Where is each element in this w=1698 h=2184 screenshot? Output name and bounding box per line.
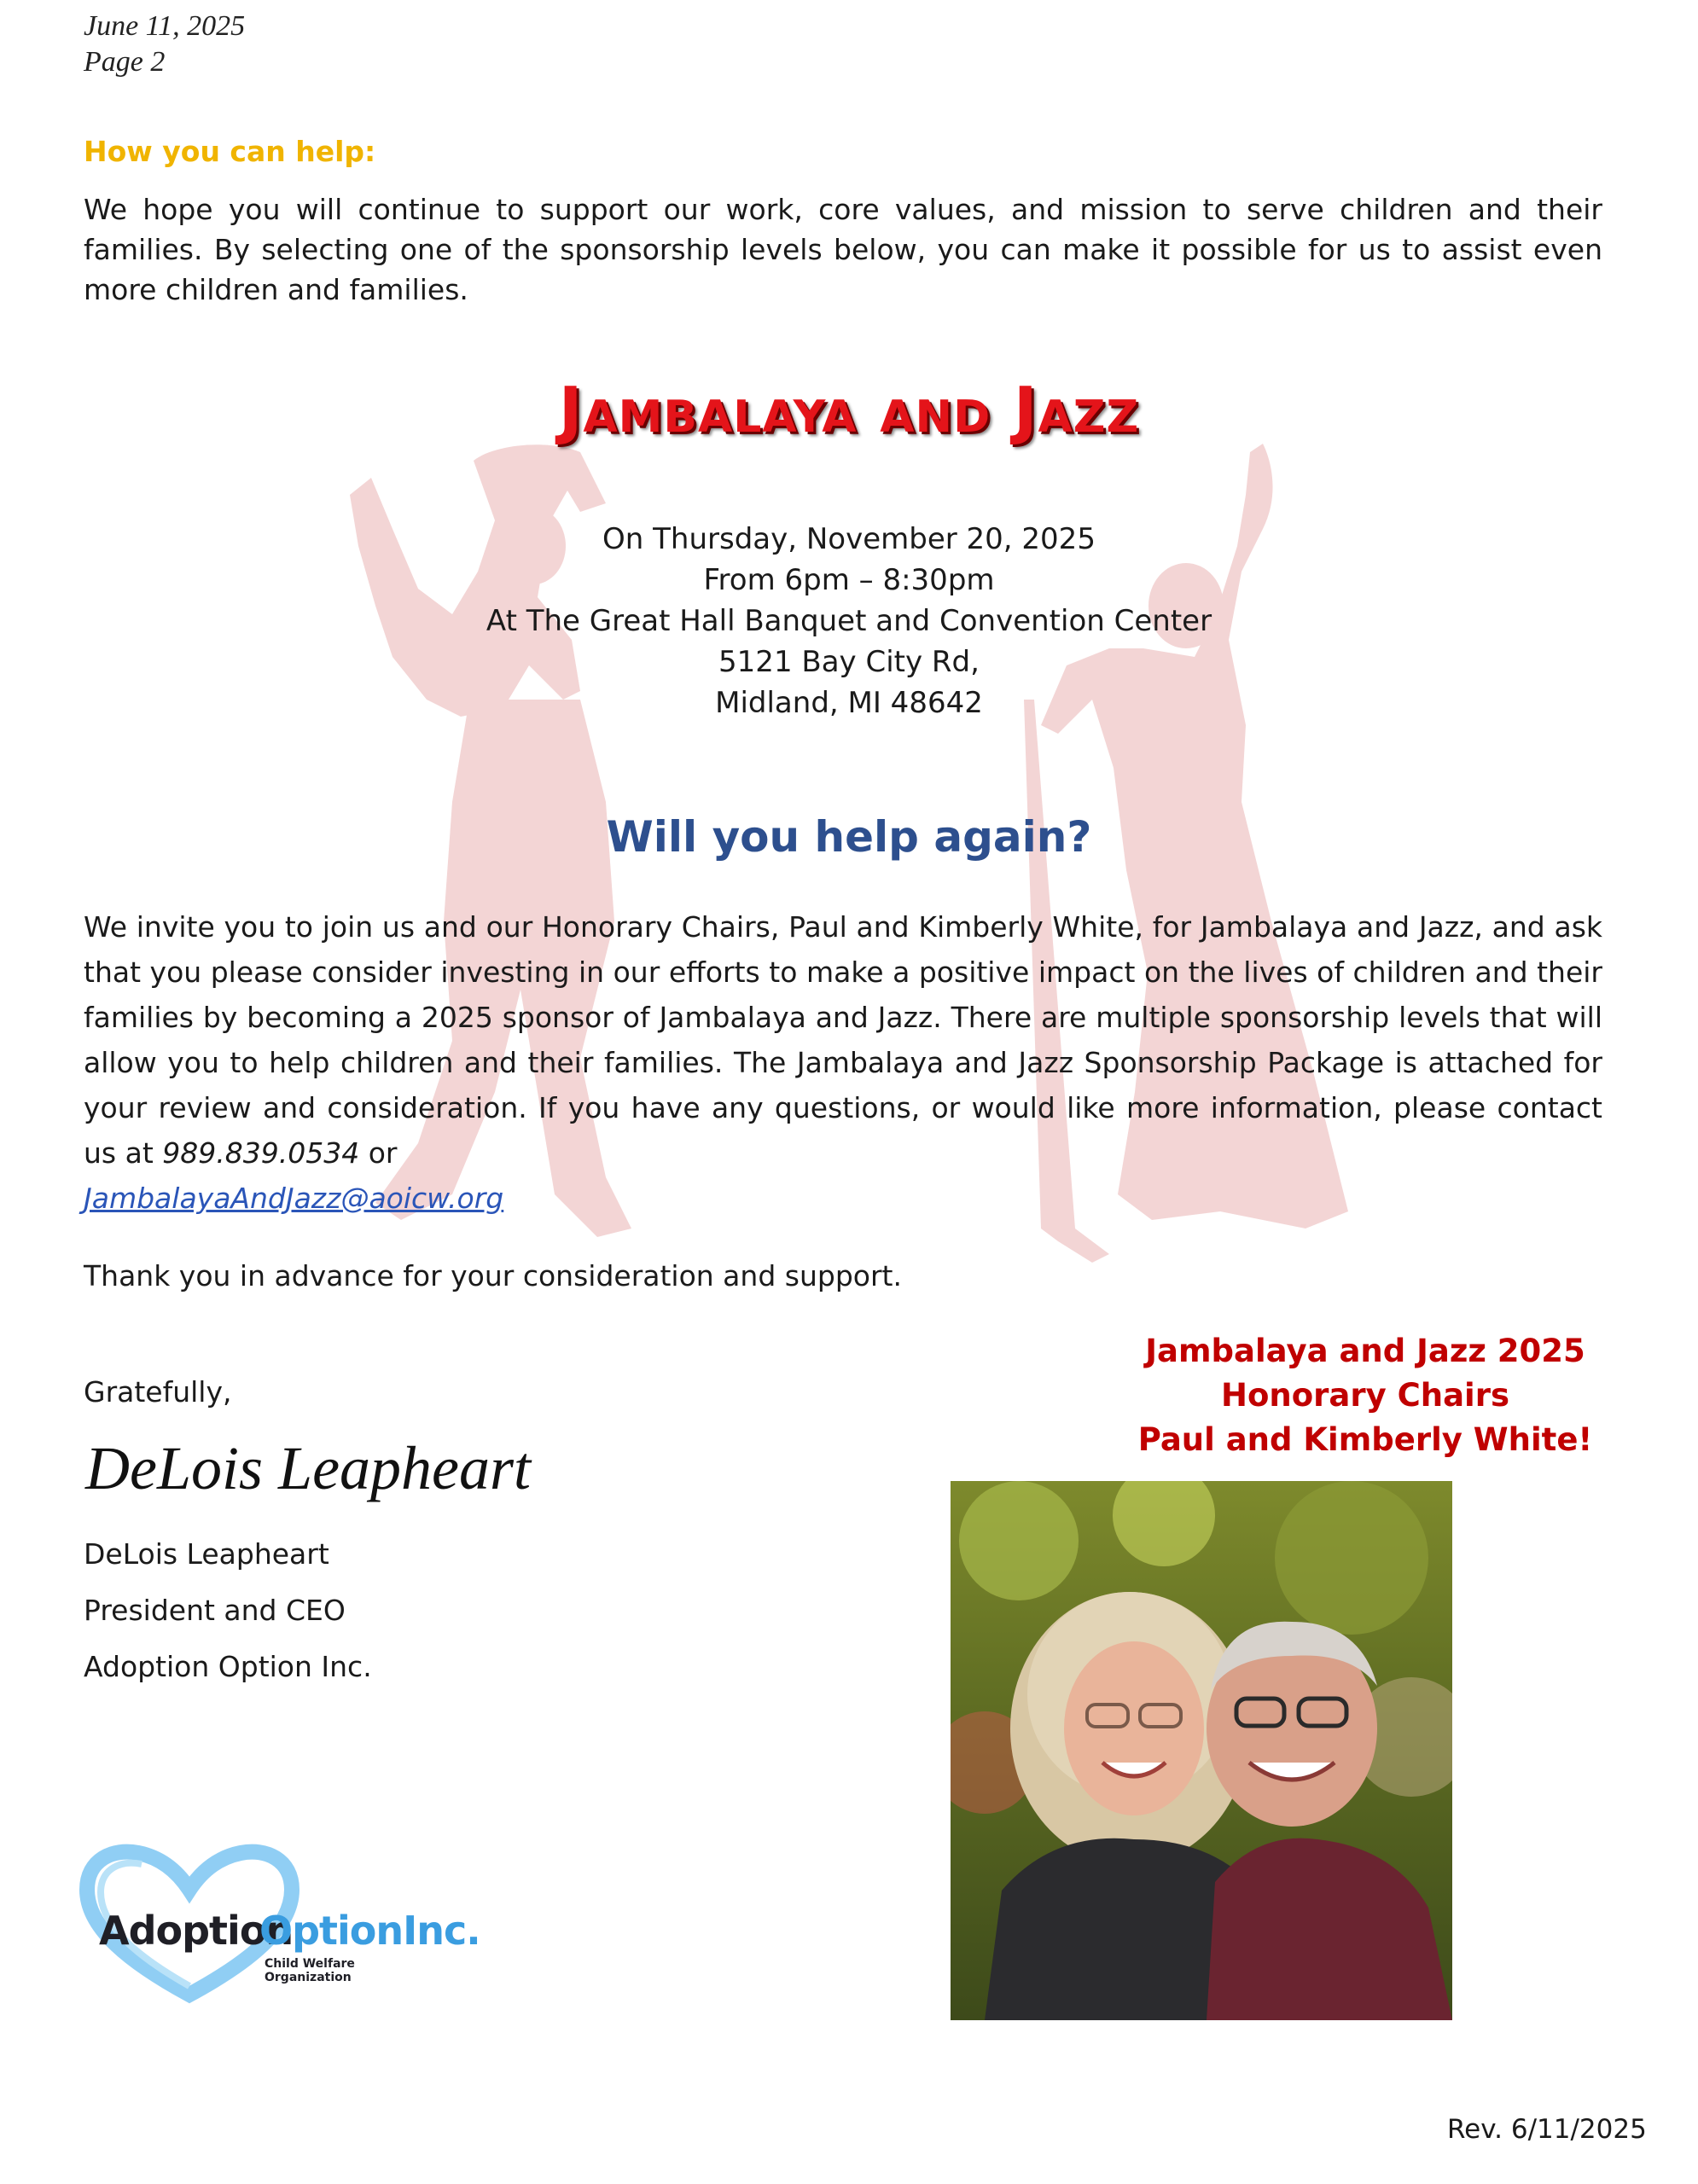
logo-tagline: Child Welfare Organization [265, 1957, 355, 1984]
adoption-option-logo [79, 1843, 480, 2005]
thanks-line: Thank you in advance for your consideration and support. [84, 1259, 902, 1292]
signer-title: President and CEO [84, 1594, 346, 1627]
signer-name: DeLois Leapheart [84, 1537, 329, 1571]
help-heading: How you can help: [84, 135, 376, 168]
event-time: From 6pm – 8:30pm [703, 563, 995, 597]
intro-paragraph: We hope you will continue to support our work, core values, and mission to serve children and their families. By selecting one of the sponsorship levels below, you can make it possible for us to assist even more children and families. [84, 193, 1602, 306]
invite-text: We invite you to join us and our Honorary Chairs, Paul and Kimberly White, for Jambalaya and Jazz, and ask that you please consider investing in our efforts to make a positive impact on the lives of children and their families by becoming a 2025 sponsor of Jambalaya and Jazz. There are multiple sponsorship levels that will allow you to help children and their families. The Jambalaya and Jazz Sponsorship Package is attached for your review and consideration. If you have any questions, or would like more information, please contact us at [84, 910, 1602, 1170]
contact-email-link[interactable]: JambalayaAndJazz@aoicw.org [84, 1182, 504, 1215]
event-date: On Thursday, November 20, 2025 [602, 522, 1096, 556]
invite-paragraph [84, 904, 1602, 1221]
invite-heading: Will you help again? [606, 812, 1092, 862]
page-number: Page 2 [84, 46, 166, 78]
event-title: Jambalaya and Jazz [558, 374, 1140, 447]
contact-phone: 989.839.0534 [162, 1136, 360, 1170]
signature: DeLois Leapheart [85, 1434, 531, 1502]
honorary-line-3: Paul and Kimberly White! [1137, 1421, 1593, 1458]
event-street: 5121 Bay City Rd, [718, 645, 980, 679]
or-text: or [368, 1136, 398, 1170]
signer-organization: Adoption Option Inc. [84, 1650, 372, 1683]
honorary-chairs-photo [951, 1481, 1452, 2020]
revision-date: Rev. 6/11/2025 [1447, 2114, 1647, 2145]
honorary-line-1: Jambalaya and Jazz 2025 [1145, 1333, 1585, 1369]
letter-date: June 11, 2025 [84, 10, 246, 42]
event-venue: At The Great Hall Banquet and Convention Center [486, 604, 1212, 638]
closing: Gratefully, [84, 1375, 232, 1409]
event-city: Midland, MI 48642 [715, 686, 983, 720]
logo-word-option: OptionInc. [259, 1908, 480, 1954]
honorary-line-2: Honorary Chairs [1220, 1377, 1510, 1414]
logo-word-adoption: Adoption [99, 1908, 294, 1954]
